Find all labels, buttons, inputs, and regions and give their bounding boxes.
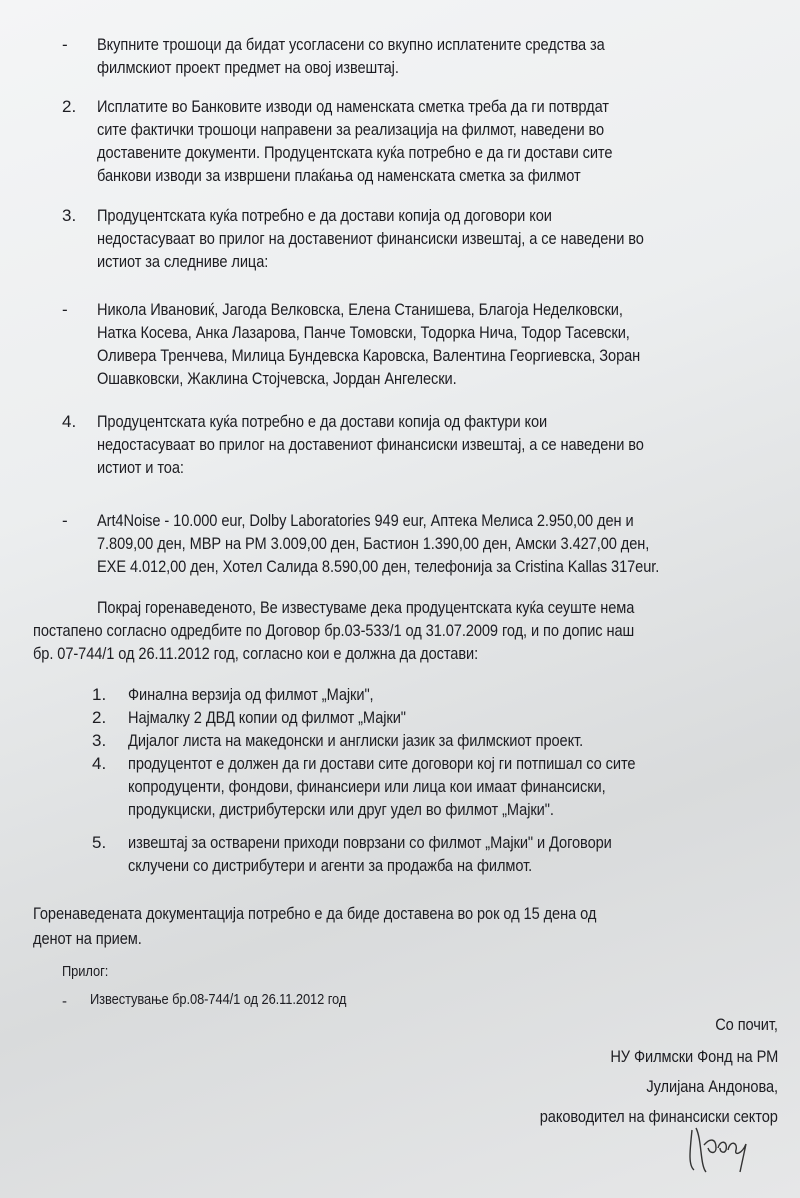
closing-line: НУ Филмски Фонд на РМ (610, 1047, 778, 1066)
text-line: недостасуваат во прилог на доставениот финансиски извештај, а се наведени во (97, 229, 644, 248)
text-line: извештај за остварени приходи поврзани со филмот „Мајки" и Договори (128, 833, 612, 852)
text-line: доставените документи. Продуцентската куќа потребно е да ги достави сите (97, 143, 613, 162)
text-line: Најмалку 2 ДВД копии од филмот „Мајки" (128, 708, 406, 727)
attachment-label: Прилог: (62, 963, 109, 980)
text-line: бр. 07-744/1 од 26.11.2012 год, согласно кои е должна да достави: (33, 644, 479, 663)
text-line: Финална верзија од филмот „Мајки", (128, 685, 374, 704)
text-line: Вкупните трошоци да бидат усогласени со вкупно исплатените средства за (97, 35, 605, 54)
text-line: копродуценти, фондови, финансиери или лица кои имаат финансиски, (128, 777, 606, 796)
text-line: денот на прием. (33, 929, 142, 948)
list-marker: 5. (92, 833, 107, 852)
text-line: Исплатите во Банковите изводи од наменската сметка треба да ги потврдат (97, 97, 609, 116)
text-line: недостасуваат во прилог на доставениот финансиски извештај, а се наведени во (97, 435, 644, 454)
text-line: сите фактички трошоци направени за реализација на филмот, наведени во (97, 120, 605, 139)
list-marker: - (62, 511, 68, 530)
list-marker: - (62, 35, 68, 54)
text-line: истиот и тоа: (97, 458, 184, 477)
list-marker: 3. (62, 206, 77, 225)
text-line: склучени со дистрибутери и агенти за продажба на филмот. (128, 856, 533, 875)
attachment-item: Известување бр.08-744/1 од 26.11.2012 год (90, 991, 347, 1008)
text-line: Натка Косева, Анка Лазарова, Панче Томовски, Тодорка Нича, Тодор Тасевски, (97, 323, 630, 342)
list-marker: 4. (92, 754, 107, 773)
text-line: филмскиот проект предмет на овој извештај. (97, 58, 399, 77)
list-marker: - (62, 993, 67, 1010)
text-line: Продуцентската куќа потребно е да достави копија од договори кои (97, 206, 552, 225)
closing-line: Јулијана Андонова, (646, 1077, 778, 1096)
text-line: Никола Ивановиќ, Јагода Велковска, Елена Станишева, Благоја Неделковски, (97, 300, 623, 319)
text-line: Продуцентската куќа потребно е да достави копија од фактури кои (97, 412, 548, 431)
text-line: Ошавковски, Жаклина Стојчевска, Јордан Ангелески. (97, 369, 457, 388)
closing-line: Со почит, (715, 1015, 778, 1034)
text-line: Art4Noise - 10.000 eur, Dolby Laboratories 949 eur, Аптека Мелиса 2.950,00 ден и (97, 511, 634, 530)
list-marker: 2. (62, 97, 77, 116)
closing-line: раководител на финансиски сектор (539, 1107, 778, 1126)
list-marker: - (62, 300, 68, 319)
list-marker: 4. (62, 412, 77, 431)
list-marker: 2. (92, 708, 107, 727)
handwritten-signature (682, 1120, 752, 1180)
text-line: EXE 4.012,00 ден, Хотел Салида 8.590,00 ден, телефонија за Cristina Kallas 317eur. (97, 557, 660, 576)
text-line: Оливера Тренчева, Милица Бундевска Каровска, Валентина Георгиевска, Зоран (97, 346, 641, 365)
text-line: банкови изводи за извршени плаќања од наменската сметка за филмот (97, 166, 581, 185)
text-line: 7.809,00 ден, МВР на РМ 3.009,00 ден, Бастион 1.390,00 ден, Амски 3.427,00 ден, (97, 534, 650, 553)
text-line: продуцентот е должен да ги достави сите договори кој ги потпишал со сите (128, 754, 636, 773)
text-line: истиот за следниве лица: (97, 252, 269, 271)
text-line: Дијалог листа на македонски и англиски јазик за филмскиот проект. (128, 731, 584, 750)
text-line: продукциски, дистрибутерски или друг удел во филмот „Мајки". (128, 800, 554, 819)
list-marker: 1. (92, 685, 107, 704)
list-marker: 3. (92, 731, 107, 750)
text-line: Горенаведената документација потребно е да биде доставена во рок од 15 дена од (33, 904, 597, 923)
text-line: Покрај горенаведеното, Ве известуваме дека продуцентската куќа сеуште нема (97, 598, 635, 617)
text-line: постапено согласно одредбите по Договор бр.03-533/1 од 31.07.2009 год, и по допис наш (33, 621, 635, 640)
